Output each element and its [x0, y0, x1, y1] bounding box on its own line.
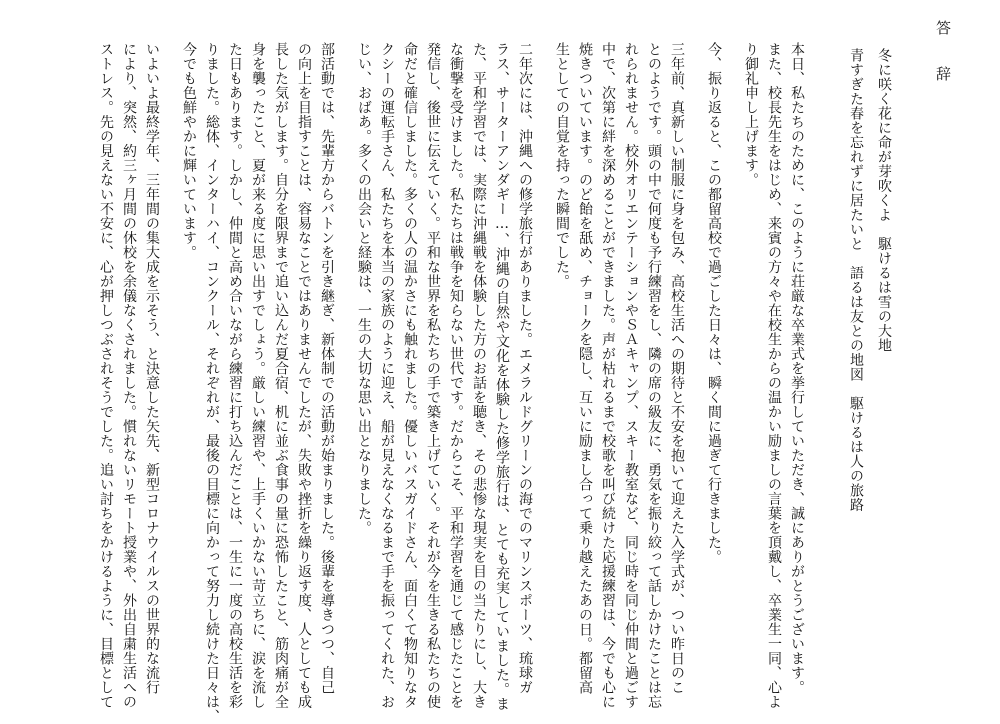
body-line: な衝撃を受けました。私たちは戦争を知らない世代です。だからこそ、平和学習を通じて感じたことを	[448, 42, 464, 709]
body-line: 焼きついています。のど飴を舐め、チョークを隠し、互いに励まし合って乗り越えたあの日。都留高	[577, 42, 593, 695]
body-line: ラス、サーターアンダギー…、沖縄の自然や文化を体験した修学旅行は、とても充実していました。ま	[494, 42, 510, 711]
body-line: 命だと確信しました。多くの人の温かさにも触れました。優しいバスガイドさん、面白くて物知りなタ	[402, 42, 418, 709]
body-line: により、突然、約三ヶ月間の休校を余儀なくされました。慣れないリモート授業や、外出自粛生活への	[121, 42, 137, 709]
body-line: 長した気がします。自分を限界まで追い込んだ夏合宿、机に並ぶ食事の量に恐怖したこと、筋肉痛が全	[273, 42, 289, 709]
body-line: とのようです。頭の中で何度も予行練習をし、隣の席の級友に、勇気を振り絞って話しかけたことは忘	[646, 42, 662, 709]
body-line: 本日、私たちのために、このように荘厳な卒業式を挙行していただき、誠にありがとうございます。	[789, 42, 805, 695]
body-line: 今、振り返ると、この都留高校で過ごした日々は、瞬く間に過ぎて行きました。	[706, 42, 722, 564]
body-line: いよいよ最終学年、三年間の集大成を示そう、と決意した矢先、新型コロナウイルスの世界的な流行	[144, 42, 160, 695]
body-line: 三年前、真新しい制服に身を包み、高校生活への期待と不安を抱いて迎えた入学式が、つい昨日のこ	[669, 42, 685, 695]
body-line: れられません。校外オリエンテーションやＳＡキャンプ、スキー教室など、同じ時を同じ仲間と過ごす	[623, 42, 639, 709]
body-line: ストレス。先の見えない不安に、心が押しつぶされそうでした。追い討ちをかけるように、目標として	[98, 42, 114, 709]
body-line: 部活動では、先輩方からバトンを引き継ぎ、新体制での活動が始まりました。後輩を導きつつ、自己	[319, 42, 335, 695]
body-line: た日もあります。しかし、仲間と高め合いながら練習に打ち込んだことは、一生に一度の高校生活を彩	[227, 42, 243, 709]
body-line: た、平和学習では、実際に沖縄戦を体験した方のお話を聴き、その悲惨な現実を目の当たりにし、大き	[471, 42, 487, 709]
body-line: り御礼申し上げます。	[743, 42, 759, 187]
body-line: 生としての自覚を持った瞬間でした。	[554, 42, 570, 289]
body-line: 今でも色鮮やかに輝いています。	[181, 42, 197, 260]
body-line: りました。総体、インターハイ、コンクール、それぞれが、最後の目標に向かって努力し続けた日々は、	[204, 42, 220, 724]
poem-line-2: 青すぎた春を忘れずに居たいと 語るは友との地図 駆けるは人の旅路	[848, 48, 864, 512]
poem-line-1: 冬に咲く花に命が芽吹くよ 駆けるは雪の大地	[876, 48, 892, 353]
body-line: 中で、次第に絆を深めることができました。声が枯れるまで校歌を叫び続けた応援練習は、今でも心に	[600, 42, 616, 709]
body-line: また、校長先生をはじめ、来賓の方々や在校生からの温かい励ましの言葉を頂戴し、卒業生一同、心よ	[766, 42, 782, 709]
body-line: クシーの運転手さん、私たちを本当の家族のように迎え、船が見えなくなるまで手を振ってくれた、お	[379, 42, 395, 709]
document-title: 答 辞	[934, 20, 952, 89]
body-line: の向上を目指すことは、容易なことではありませんでしたが、失敗や挫折を繰り返す度、人としても成	[296, 42, 312, 709]
body-line: 発信し、後世に伝えていく。平和な世界を私たちの手で築き上げていく。それが今を生きる私たちの使	[425, 42, 441, 709]
body-line: じい、おばあ。多くの出会いと経験は、一生の大切な思い出となりました。	[356, 42, 372, 535]
body-line: 身を襲ったこと、夏が来る度に思い出すでしょう。厳しい練習や、上手くいかない苛立ちに、涙を流し	[250, 42, 266, 709]
body-line: 二年次には、沖縄への修学旅行がありました。エメラルドグリーンの海でのマリンスポーツ、琉球ガ	[517, 42, 533, 695]
